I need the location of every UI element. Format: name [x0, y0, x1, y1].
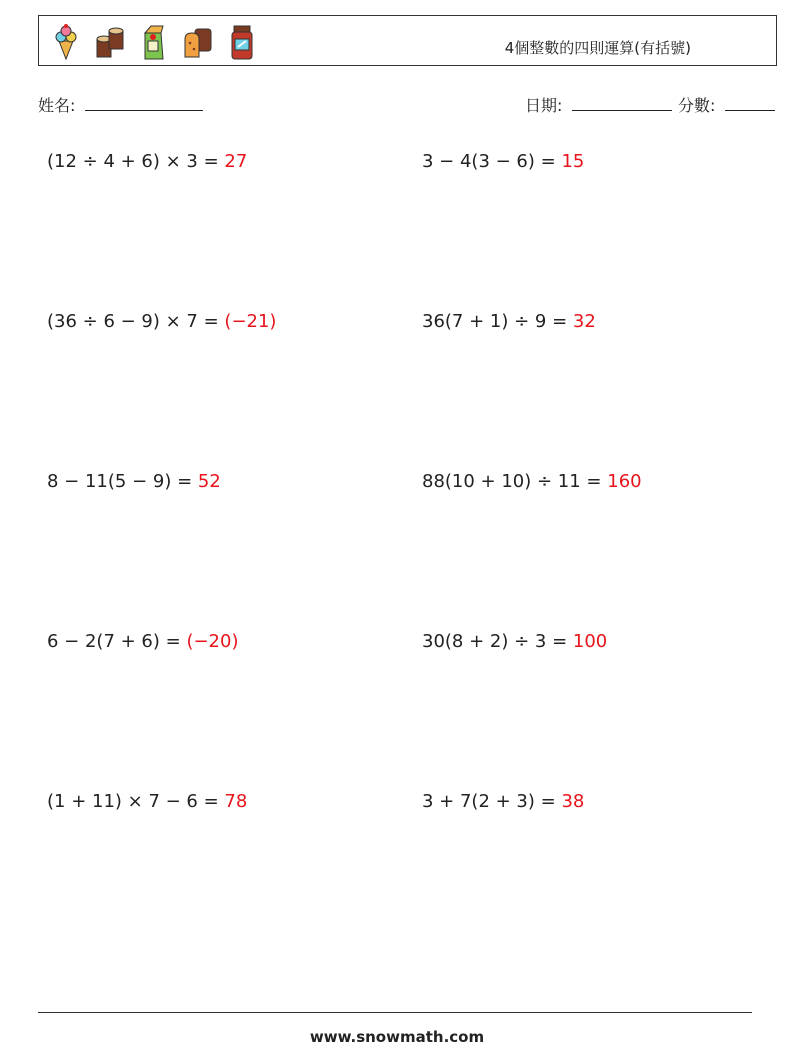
icon-strip: [51, 22, 257, 62]
name-line[interactable]: [85, 96, 203, 111]
problem-answer: 27: [224, 151, 248, 172]
problem-expression: 36(7 + 1) ÷ 9 =: [422, 311, 573, 332]
problem-6: [422, 471, 642, 492]
problem-expression: 88(10 + 10) ÷ 11 =: [422, 471, 608, 492]
problem-expression: 3 − 4(3 − 6) =: [422, 151, 562, 172]
problem-7: [47, 631, 238, 652]
problem-1: [47, 151, 247, 172]
problem-expression: (1 + 11) × 7 − 6 =: [47, 791, 225, 812]
problem-2: [422, 151, 584, 172]
problem-expression: 30(8 + 2) ÷ 3 =: [422, 631, 573, 652]
worksheet-title: 4個整數的四則運算(有括號): [504, 39, 691, 57]
score-field: [678, 93, 775, 116]
date-line[interactable]: [572, 96, 672, 111]
problem-3: [47, 311, 276, 332]
problem-answer: 52: [197, 471, 221, 492]
score-line[interactable]: [725, 96, 775, 111]
problem-5: [47, 471, 221, 492]
problem-answer: 15: [561, 151, 585, 172]
date-field: [525, 93, 672, 116]
problem-expression: 8 − 11(5 − 9) =: [47, 471, 198, 492]
problem-answer: 32: [572, 311, 596, 332]
juice-box-icon: [139, 23, 169, 61]
problem-answer: 160: [607, 471, 642, 492]
date-label: 日期:: [525, 96, 563, 115]
problem-4: [422, 311, 596, 332]
jam-jar-icon: [227, 23, 257, 61]
problem-expression: (12 ÷ 4 + 6) × 3 =: [47, 151, 225, 172]
problem-expression: (36 ÷ 6 − 9) × 7 =: [47, 311, 225, 332]
problem-answer: 78: [224, 791, 248, 812]
name-field: [38, 93, 203, 116]
name-label: 姓名:: [38, 96, 76, 115]
problem-expression: 6 − 2(7 + 6) =: [47, 631, 187, 652]
wood-logs-icon: [95, 23, 125, 61]
ice-cream-icon: [51, 23, 81, 61]
problem-9: [47, 791, 247, 812]
bread-icon: [183, 23, 213, 61]
footer-divider: [38, 1012, 752, 1013]
header-box: [38, 15, 777, 66]
problem-answer: (−21): [224, 311, 277, 332]
problem-answer: 100: [572, 631, 608, 652]
score-label: 分數:: [678, 96, 716, 115]
problem-8: [422, 631, 607, 652]
problem-answer: 38: [561, 791, 585, 812]
footer-site[interactable]: www.snowmath.com: [309, 1028, 485, 1046]
problem-answer: (−20): [186, 631, 239, 652]
problem-expression: 3 + 7(2 + 3) =: [422, 791, 562, 812]
problem-10: [422, 791, 584, 812]
